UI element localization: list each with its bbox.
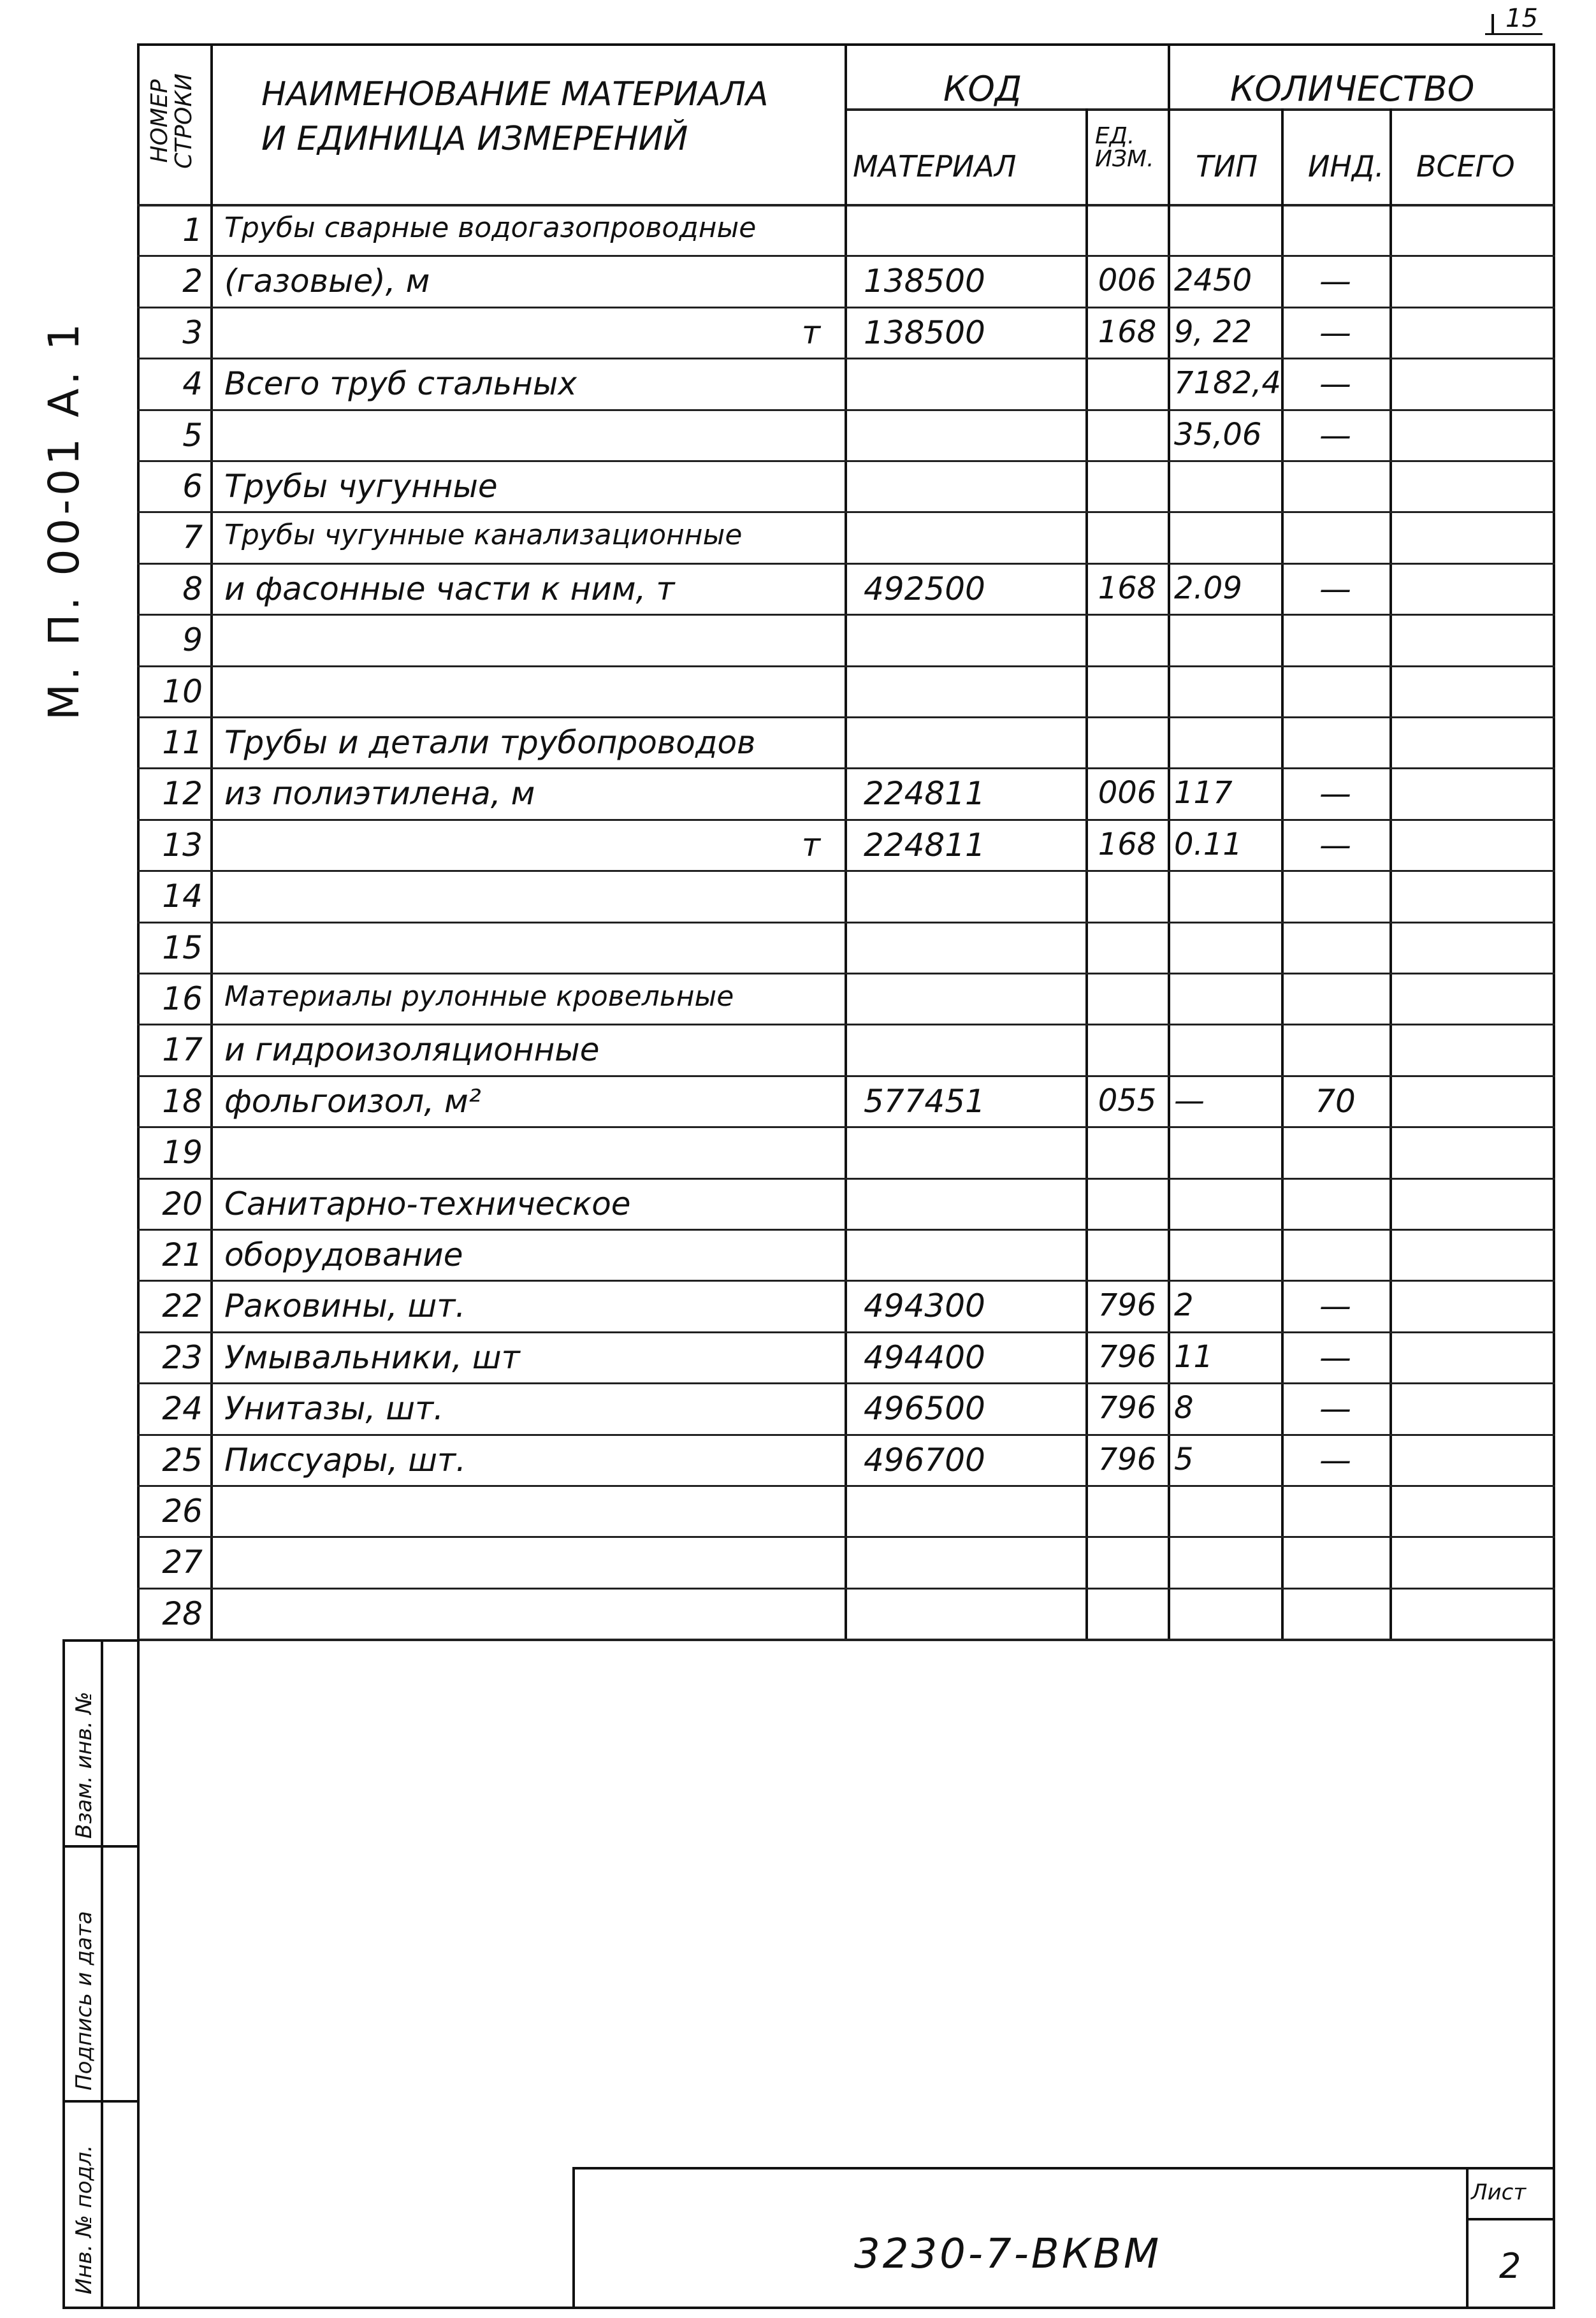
material-code-cell: 492500 [864, 570, 985, 607]
row-number-cell: 8 [182, 570, 203, 607]
row-separator [137, 767, 1555, 769]
unit-code-cell: 796 [1098, 1287, 1157, 1324]
stamp-podpis-data: Подпись и дата [71, 1911, 97, 2090]
header-vsego: ВСЕГО [1416, 149, 1515, 184]
material-code-cell: 224811 [864, 826, 985, 864]
row-separator [137, 922, 1555, 924]
material-code-cell: 224811 [864, 775, 985, 813]
quantity-type-cell: — [1174, 1082, 1205, 1119]
stamp-vzam-inv: Взам. инв. № [71, 1691, 97, 1839]
col-divider-tip [1281, 108, 1284, 1639]
stamp-side-sep-2 [62, 2100, 140, 2103]
title-block-divider [1466, 2167, 1469, 2309]
row-separator [137, 973, 1555, 974]
material-name-cell: Трубы и детали трубопроводов [224, 724, 756, 761]
material-name-cell: Умывальники, шт [224, 1338, 520, 1376]
row-number-cell: 16 [162, 980, 203, 1017]
row-number-cell: 9 [182, 621, 203, 659]
unit-code-cell: 006 [1098, 775, 1157, 811]
unit-code-cell: 796 [1098, 1338, 1157, 1375]
row-number-cell: 18 [162, 1082, 203, 1120]
quantity-type-cell: 2450 [1174, 263, 1252, 299]
material-name-cell: Унитазы, шт. [224, 1390, 444, 1428]
row-number-cell: 19 [162, 1134, 203, 1171]
row-number-cell: 12 [162, 775, 203, 813]
row-number-cell: 7 [182, 519, 203, 556]
row-separator [137, 460, 1555, 462]
row-number-cell: 10 [162, 672, 203, 710]
quantity-type-cell: 7182,4 [1174, 365, 1281, 402]
row-number-cell: 17 [162, 1031, 203, 1069]
unit-code-cell: 796 [1098, 1390, 1157, 1426]
row-separator [137, 614, 1555, 616]
material-code-cell: 496700 [864, 1441, 985, 1479]
row-number-cell: 26 [162, 1493, 203, 1530]
row-separator [137, 1126, 1555, 1128]
row-separator [137, 563, 1555, 565]
row-number-cell: 27 [162, 1544, 203, 1581]
quantity-ind-cell: — [1319, 1441, 1351, 1479]
row-separator [137, 511, 1555, 513]
material-name-cell: Трубы чугунные канализационные [224, 519, 743, 552]
row-number-cell: 1 [182, 212, 203, 249]
row-separator [137, 409, 1555, 411]
row-separator [137, 307, 1555, 308]
row-separator [137, 255, 1555, 257]
row-number-cell: 4 [182, 365, 203, 403]
header-row-number: НОМЕР СТРОКИ [147, 73, 197, 169]
quantity-ind-cell: 70 [1315, 1082, 1356, 1120]
row-separator [137, 1178, 1555, 1180]
quantity-ind-cell: — [1319, 1390, 1351, 1428]
header-ind: ИНД. [1308, 149, 1384, 184]
material-code-cell: 494300 [864, 1287, 985, 1325]
material-name-cell: Всего труб стальных [224, 365, 577, 403]
material-code-cell: 138500 [864, 263, 985, 300]
header-material: МАТЕРИАЛ [853, 149, 1017, 184]
unit-code-cell: 006 [1098, 263, 1157, 299]
row-number-cell: 28 [162, 1595, 203, 1632]
quantity-type-cell: 9, 22 [1174, 314, 1252, 350]
material-code-cell: 496500 [864, 1390, 985, 1428]
quantity-type-cell: 35,06 [1174, 416, 1262, 453]
unit-code-cell: 796 [1098, 1441, 1157, 1477]
row-number-cell: 22 [162, 1287, 203, 1325]
header-name-line1: НАИМЕНОВАНИЕ МАТЕРИАЛА [261, 75, 769, 113]
quantity-ind-cell: — [1319, 314, 1351, 351]
row-separator [137, 1536, 1555, 1538]
row-number-cell: 25 [162, 1441, 203, 1479]
unit-code-cell: 168 [1098, 826, 1157, 862]
material-name-cell: Писсуары, шт. [224, 1441, 467, 1479]
row-number-cell: 13 [162, 826, 203, 864]
material-code-cell: 577451 [864, 1082, 985, 1120]
row-separator [137, 1382, 1555, 1384]
material-code-cell: 494400 [864, 1338, 985, 1376]
title-block-list-sep [1466, 2218, 1555, 2220]
quantity-type-cell: 117 [1174, 775, 1233, 811]
material-name-cell: и гидроизоляционные [224, 1031, 600, 1069]
row-separator [137, 870, 1555, 872]
quantity-ind-cell: — [1319, 1287, 1351, 1325]
unit-code-cell: 055 [1098, 1082, 1157, 1119]
col-divider-ed [1168, 43, 1170, 1639]
unit-code-cell: 168 [1098, 314, 1157, 350]
row-number-cell: 2 [182, 263, 203, 300]
material-name-cell: Санитарно-техническое [224, 1185, 631, 1222]
row-separator [137, 1280, 1555, 1282]
material-name-cell: Раковины, шт. [224, 1287, 466, 1325]
col-divider-number [210, 43, 213, 1639]
material-name-cell: и фасонные части к ним, т [224, 570, 675, 607]
row-separator [137, 1024, 1555, 1025]
material-name-cell: из полиэтилена, м [224, 775, 535, 813]
material-name-cell: оборудование [224, 1236, 463, 1273]
material-name-cell: Трубы чугунные [224, 468, 498, 505]
quantity-ind-cell: — [1319, 1338, 1351, 1376]
quantity-ind-cell: — [1319, 416, 1351, 454]
unit-code-cell: 168 [1098, 570, 1157, 606]
quantity-type-cell: 5 [1174, 1441, 1194, 1477]
col-divider-material [1085, 108, 1088, 1639]
row-number-cell: 14 [162, 878, 203, 915]
table-bottom-rule [137, 1639, 1555, 1641]
material-name-cell: Трубы сварные водогазопроводные [224, 212, 757, 244]
row-number-cell: 11 [162, 724, 203, 761]
stamp-inv-podl: Инв. № подл. [71, 2145, 97, 2294]
quantity-ind-cell: — [1319, 365, 1351, 403]
col-divider-name [845, 43, 847, 1639]
row-separator [137, 1588, 1555, 1590]
title-block-list-number: 2 [1499, 2246, 1521, 2286]
material-name-cell: т [801, 314, 820, 351]
title-block-list-label: Лист [1471, 2180, 1527, 2205]
material-name-cell: Материалы рулонные кровельные [224, 980, 734, 1013]
row-separator [137, 1229, 1555, 1231]
row-separator [137, 716, 1555, 718]
header-kolichestvo: КОЛИЧЕСТВО [1230, 69, 1475, 109]
quantity-type-cell: 2.09 [1174, 570, 1242, 606]
header-kod: КОД [943, 69, 1022, 109]
quantity-type-cell: 11 [1174, 1338, 1214, 1375]
header-ed-izm: ЕД. ИЗМ. [1095, 123, 1154, 172]
quantity-ind-cell: — [1319, 570, 1351, 607]
stamp-side-sep-1 [62, 1845, 140, 1848]
title-block-doc-code: 3230-7-ВКВМ [854, 2231, 1162, 2278]
quantity-ind-cell: — [1319, 263, 1351, 300]
row-separator [137, 1434, 1555, 1436]
row-number-cell: 15 [162, 929, 203, 966]
col-divider-ind [1389, 108, 1392, 1639]
row-separator [137, 1485, 1555, 1487]
row-separator [137, 1331, 1555, 1333]
header-name-line2: И ЕДИНИЦА ИЗМЕРЕНИЙ [261, 120, 688, 158]
row-number-cell: 6 [182, 468, 203, 505]
row-number-cell: 24 [162, 1390, 203, 1428]
quantity-ind-cell: — [1319, 826, 1351, 864]
side-document-code: М. П. 00-01 А. 1 [40, 319, 89, 720]
row-separator [137, 358, 1555, 359]
header-tip: ТИП [1196, 149, 1258, 184]
quantity-ind-cell: — [1319, 775, 1351, 813]
row-separator [137, 819, 1555, 821]
row-number-cell: 20 [162, 1185, 203, 1222]
row-separator [137, 665, 1555, 667]
material-code-cell: 138500 [864, 314, 985, 351]
quantity-type-cell: 2 [1174, 1287, 1194, 1324]
row-number-cell: 3 [182, 314, 203, 351]
row-number-cell: 23 [162, 1338, 203, 1376]
quantity-type-cell: 8 [1174, 1390, 1194, 1426]
row-number-cell: 21 [162, 1236, 203, 1273]
stamp-side-divider [101, 1639, 103, 2309]
material-name-cell: фольгоизол, м² [224, 1082, 481, 1120]
quantity-type-cell: 0.11 [1174, 826, 1242, 862]
material-name-cell: т [801, 826, 820, 864]
corner-page-number: 15 [1505, 4, 1538, 33]
row-number-cell: 5 [182, 416, 203, 454]
material-name-cell: (газовые), м [224, 263, 430, 300]
row-separator [137, 1075, 1555, 1077]
